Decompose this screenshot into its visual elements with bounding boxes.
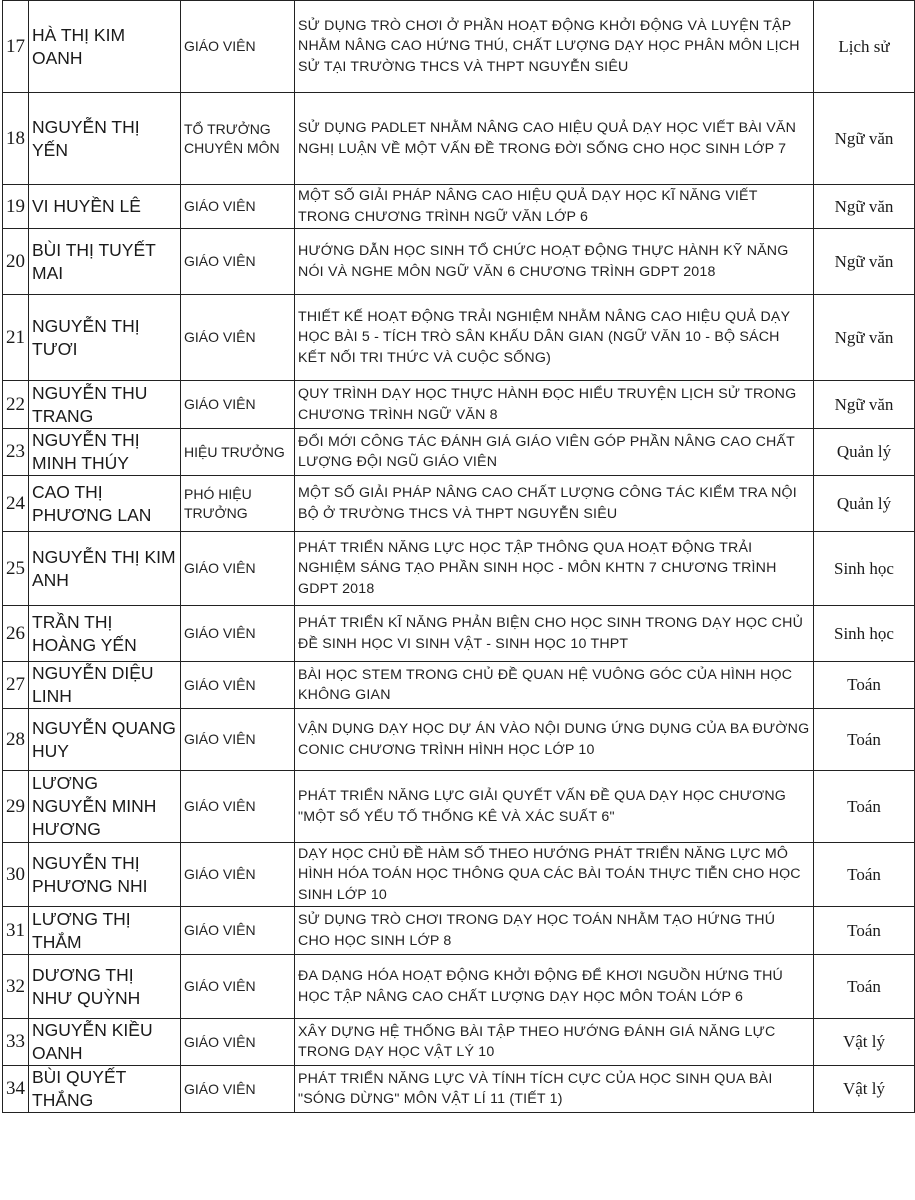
teacher-role: GIÁO VIÊN — [181, 662, 295, 709]
initiative-title: PHÁT TRIỂN NĂNG LỰC VÀ TÍNH TÍCH CỰC CỦA HỌC SINH QUA BÀI "SÓNG DỪNG" MÔN VẬT LÍ 11 (TIẾT 1) — [295, 1066, 814, 1113]
table-row — [3, 295, 915, 381]
row-number: 34 — [3, 1066, 29, 1113]
table-row — [3, 229, 915, 295]
table-row — [3, 1019, 915, 1066]
teacher-name: NGUYỄN QUANG HUY — [29, 709, 181, 771]
row-number: 23 — [3, 429, 29, 476]
initiative-title: VẬN DỤNG DẠY HỌC DỰ ÁN VÀO NỘI DUNG ỨNG DỤNG CỦA BA ĐƯỜNG CONIC CHƯƠNG TRÌNH HÌNH HỌC LỚP 10 — [295, 709, 814, 771]
row-number: 19 — [3, 185, 29, 229]
initiative-title: XÂY DỰNG HỆ THỐNG BÀI TẬP THEO HƯỚNG ĐÁNH GIÁ NĂNG LỰC TRONG DẠY HỌC VẬT LÝ 10 — [295, 1019, 814, 1066]
teacher-name: NGUYỄN THỊ YẾN — [29, 93, 181, 185]
teacher-name: CAO THỊ PHƯƠNG LAN — [29, 476, 181, 532]
initiative-title: PHÁT TRIỂN NĂNG LỰC GIẢI QUYẾT VẤN ĐỀ QUA DẠY HỌC CHƯƠNG "MỘT SỐ YẾU TỐ THỐNG KÊ VÀ XÁC SUẤT 6" — [295, 771, 814, 843]
teacher-role: GIÁO VIÊN — [181, 295, 295, 381]
teacher-name: LƯƠNG NGUYỄN MINH HƯƠNG — [29, 771, 181, 843]
table-row — [3, 907, 915, 955]
initiative-title: THIẾT KẾ HOẠT ĐỘNG TRẢI NGHIỆM NHẰM NÂNG CAO HIỆU QUẢ DẠY HỌC BÀI 5 - TÍCH TRÒ SÂN KHẤU DÂN GIAN (NGỮ VĂN 10 - BỘ SÁCH KẾT NỐI TRI THỨC VÀ CUỘC SỐNG) — [295, 295, 814, 381]
teacher-name: NGUYỄN DIỆU LINH — [29, 662, 181, 709]
teacher-role: TỔ TRƯỞNG CHUYÊN MÔN — [181, 93, 295, 185]
initiative-title: PHÁT TRIỂN KĨ NĂNG PHẢN BIỆN CHO HỌC SINH TRONG DẠY HỌC CHỦ ĐỀ SINH HỌC VI SINH VẬT - SINH HỌC 10 THPT — [295, 606, 814, 662]
teacher-role: GIÁO VIÊN — [181, 606, 295, 662]
row-number: 32 — [3, 955, 29, 1019]
subject: Ngữ văn — [814, 93, 915, 185]
subject: Quản lý — [814, 476, 915, 532]
row-number: 30 — [3, 843, 29, 907]
table-row — [3, 185, 915, 229]
teacher-name: NGUYỄN KIỀU OANH — [29, 1019, 181, 1066]
subject: Sinh học — [814, 606, 915, 662]
teacher-name: NGUYỄN THỊ TƯƠI — [29, 295, 181, 381]
teacher-role: GIÁO VIÊN — [181, 955, 295, 1019]
row-number: 26 — [3, 606, 29, 662]
row-number: 24 — [3, 476, 29, 532]
subject: Ngữ văn — [814, 381, 915, 429]
table-row — [3, 709, 915, 771]
teacher-role: GIÁO VIÊN — [181, 229, 295, 295]
subject: Lịch sử — [814, 1, 915, 93]
teacher-role: GIÁO VIÊN — [181, 771, 295, 843]
teacher-role: GIÁO VIÊN — [181, 1, 295, 93]
teacher-role: GIÁO VIÊN — [181, 1066, 295, 1113]
subject: Toán — [814, 771, 915, 843]
teacher-name: TRẦN THỊ HOÀNG YẾN — [29, 606, 181, 662]
subject: Ngữ văn — [814, 229, 915, 295]
row-number: 18 — [3, 93, 29, 185]
table-row — [3, 532, 915, 606]
teacher-role: HIỆU TRƯỞNG — [181, 429, 295, 476]
row-number: 21 — [3, 295, 29, 381]
table-row — [3, 381, 915, 429]
table-row — [3, 606, 915, 662]
teacher-role: GIÁO VIÊN — [181, 381, 295, 429]
table-row — [3, 843, 915, 907]
teacher-role: PHÓ HIỆU TRƯỞNG — [181, 476, 295, 532]
teacher-role: GIÁO VIÊN — [181, 185, 295, 229]
teacher-role: GIÁO VIÊN — [181, 709, 295, 771]
initiative-title: BÀI HỌC STEM TRONG CHỦ ĐỀ QUAN HỆ VUÔNG GÓC CỦA HÌNH HỌC KHÔNG GIAN — [295, 662, 814, 709]
initiative-title: HƯỚNG DẪN HỌC SINH TỔ CHỨC HOẠT ĐỘNG THỰC HÀNH KỸ NĂNG NÓI VÀ NGHE MÔN NGỮ VĂN 6 CHƯƠNG TRÌNH GDPT 2018 — [295, 229, 814, 295]
subject: Sinh học — [814, 532, 915, 606]
subject: Ngữ văn — [814, 295, 915, 381]
row-number: 33 — [3, 1019, 29, 1066]
subject: Toán — [814, 843, 915, 907]
initiative-title: ĐỔI MỚI CÔNG TÁC ĐÁNH GIÁ GIÁO VIÊN GÓP PHẦN NÂNG CAO CHẤT LƯỢNG ĐỘI NGŨ GIÁO VIÊN — [295, 429, 814, 476]
table-row — [3, 662, 915, 709]
initiative-title: MỘT SỐ GIẢI PHÁP NÂNG CAO HIỆU QUẢ DẠY HỌC KĨ NĂNG VIẾT TRONG CHƯƠNG TRÌNH NGỮ VĂN LỚP 6 — [295, 185, 814, 229]
table-row — [3, 1, 915, 93]
row-number: 22 — [3, 381, 29, 429]
teacher-role: GIÁO VIÊN — [181, 1019, 295, 1066]
initiative-title: PHÁT TRIỂN NĂNG LỰC HỌC TẬP THÔNG QUA HOẠT ĐỘNG TRẢI NGHIỆM SÁNG TẠO PHẦN SINH HỌC - MÔN KHTN 7 CHƯƠNG TRÌNH GDPT 2018 — [295, 532, 814, 606]
subject: Vật lý — [814, 1066, 915, 1113]
table-row — [3, 429, 915, 476]
teacher-name: HÀ THỊ KIM OANH — [29, 1, 181, 93]
table-row — [3, 955, 915, 1019]
teacher-name: BÙI QUYẾT THẮNG — [29, 1066, 181, 1113]
teacher-name: BÙI THỊ TUYẾT MAI — [29, 229, 181, 295]
row-number: 17 — [3, 1, 29, 93]
row-number: 20 — [3, 229, 29, 295]
initiative-title: ĐA DẠNG HÓA HOẠT ĐỘNG KHỞI ĐỘNG ĐỂ KHƠI NGUỒN HỨNG THÚ HỌC TẬP NÂNG CAO CHẤT LƯỢNG DẠY HỌC MÔN TOÁN LỚP 6 — [295, 955, 814, 1019]
teacher-name: DƯƠNG THỊ NHƯ QUỲNH — [29, 955, 181, 1019]
table-body — [3, 1, 915, 1113]
teacher-name: NGUYỄN THỊ KIM ANH — [29, 532, 181, 606]
table-row — [3, 771, 915, 843]
row-number: 31 — [3, 907, 29, 955]
teacher-name: NGUYỄN THỊ PHƯƠNG NHI — [29, 843, 181, 907]
subject: Toán — [814, 662, 915, 709]
initiative-title: MỘT SỐ GIẢI PHÁP NÂNG CAO CHẤT LƯỢNG CÔNG TÁC KIỂM TRA NỘI BỘ Ở TRƯỜNG THCS VÀ THPT NGUYỄN SIÊU — [295, 476, 814, 532]
subject: Toán — [814, 907, 915, 955]
initiative-title: SỬ DỤNG TRÒ CHƠI TRONG DẠY HỌC TOÁN NHẰM TẠO HỨNG THÚ CHO HỌC SINH LỚP 8 — [295, 907, 814, 955]
teacher-name: NGUYỄN THỊ MINH THÚY — [29, 429, 181, 476]
subject: Toán — [814, 709, 915, 771]
row-number: 28 — [3, 709, 29, 771]
teacher-name: LƯƠNG THỊ THẮM — [29, 907, 181, 955]
initiative-title: SỬ DỤNG PADLET NHẰM NÂNG CAO HIỆU QUẢ DẠY HỌC VIẾT BÀI VĂN NGHỊ LUẬN VỀ MỘT VẤN ĐỀ TRONG ĐỜI SỐNG CHO HỌC SINH LỚP 7 — [295, 93, 814, 185]
teacher-role: GIÁO VIÊN — [181, 843, 295, 907]
teacher-role: GIÁO VIÊN — [181, 907, 295, 955]
row-number: 25 — [3, 532, 29, 606]
initiative-title: QUY TRÌNH DẠY HỌC THỰC HÀNH ĐỌC HIỂU TRUYỆN LỊCH SỬ TRONG CHƯƠNG TRÌNH NGỮ VĂN 8 — [295, 381, 814, 429]
subject: Ngữ văn — [814, 185, 915, 229]
initiative-table — [2, 0, 915, 1113]
teacher-name: VI HUYỀN LÊ — [29, 185, 181, 229]
initiative-title: DẠY HỌC CHỦ ĐỀ HÀM SỐ THEO HƯỚNG PHÁT TRIỂN NĂNG LỰC MÔ HÌNH HÓA TOÁN HỌC THÔNG QUA CÁC BÀI TOÁN THỰC TIỄN CHO HỌC SINH LỚP 10 — [295, 843, 814, 907]
subject: Toán — [814, 955, 915, 1019]
subject: Vật lý — [814, 1019, 915, 1066]
table-row — [3, 93, 915, 185]
teacher-role: GIÁO VIÊN — [181, 532, 295, 606]
teacher-name: NGUYỄN THU TRANG — [29, 381, 181, 429]
subject: Quản lý — [814, 429, 915, 476]
table-row — [3, 476, 915, 532]
initiative-title: SỬ DỤNG TRÒ CHƠI Ở PHẦN HOẠT ĐỘNG KHỞI ĐỘNG VÀ LUYỆN TẬP NHẰM NÂNG CAO HỨNG THÚ, CHẤT LƯỢNG DẠY HỌC PHÂN MÔN LỊCH SỬ TẠI TRƯỜNG THCS VÀ THPT NGUYỄN SIÊU — [295, 1, 814, 93]
row-number: 29 — [3, 771, 29, 843]
table-row — [3, 1066, 915, 1113]
row-number: 27 — [3, 662, 29, 709]
